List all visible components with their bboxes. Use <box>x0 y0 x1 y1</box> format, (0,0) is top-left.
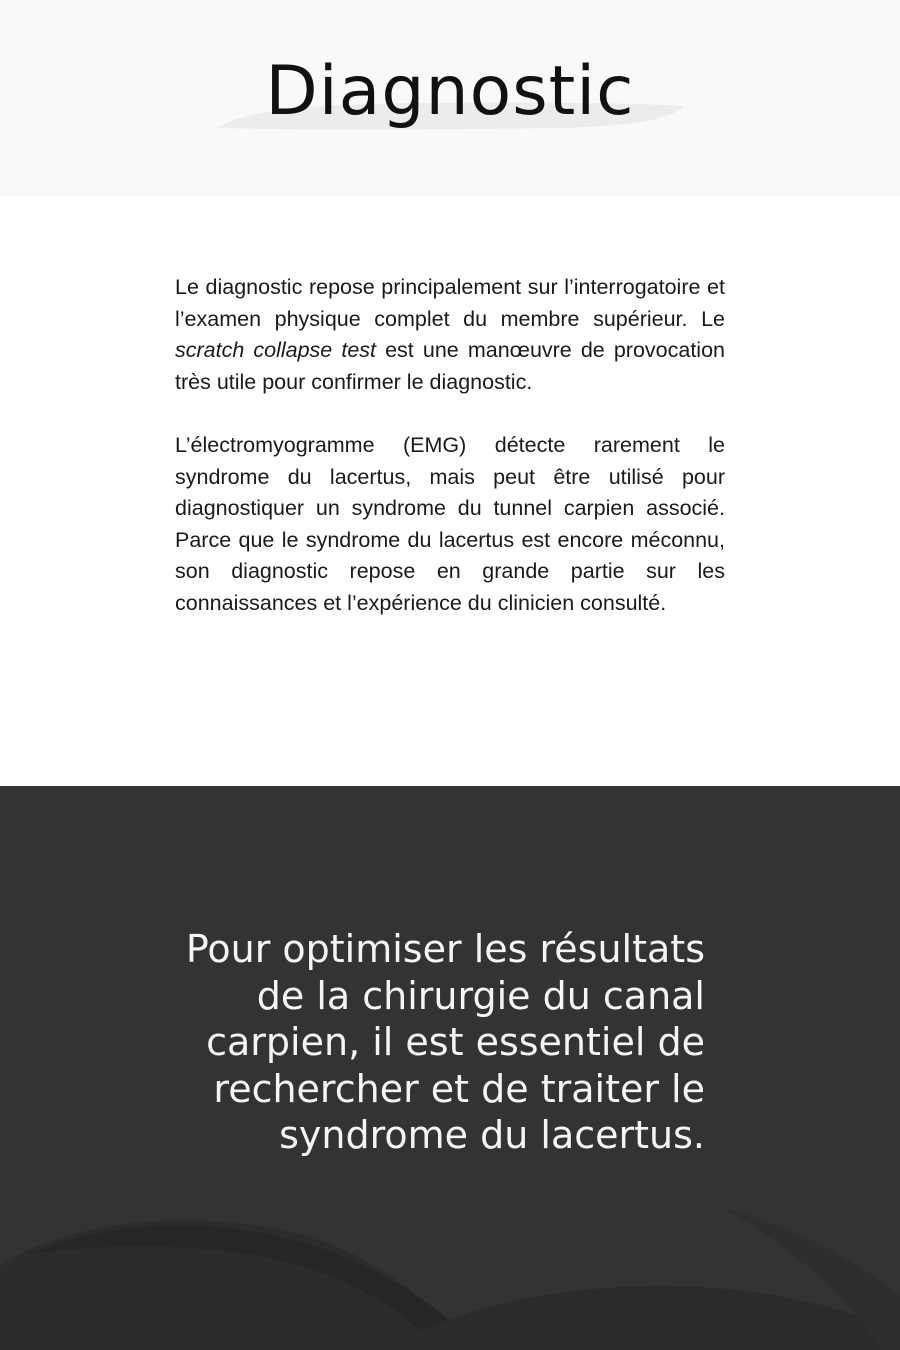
header-section <box>0 0 900 196</box>
body-text <box>175 272 725 620</box>
paragraph-2: L’électromyogramme (EMG) détecte rarement le syndrome du lacertus, mais peut être utilisé pour diagnostiquer un syndrome du tunnel carpien associé. Parce que le syndrome du lacertus est encore méconnu, son diagnostic repose en grande partie sur les connaissances et l’expérience du clinicien consulté. <box>175 432 725 615</box>
emphasis-scratch-collapse-test: scratch collapse test <box>175 338 377 363</box>
highlight-quote: Pour optimiser les résultats de la chirurgie du canal carpien, il est essentiel de rechercher et de traiter le syndrome du lacertus. <box>185 927 705 1157</box>
content-section <box>0 196 900 786</box>
quote-section <box>0 786 900 1350</box>
paragraph-1: Le diagnostic repose principalement sur l’interrogatoire et l’examen physique complet du membre supérieur. Le scratch collapse test est une manœuvre de provocation très utile pour confirmer le diagnostic. <box>175 275 726 394</box>
page-title: Diagnostic <box>265 52 635 131</box>
